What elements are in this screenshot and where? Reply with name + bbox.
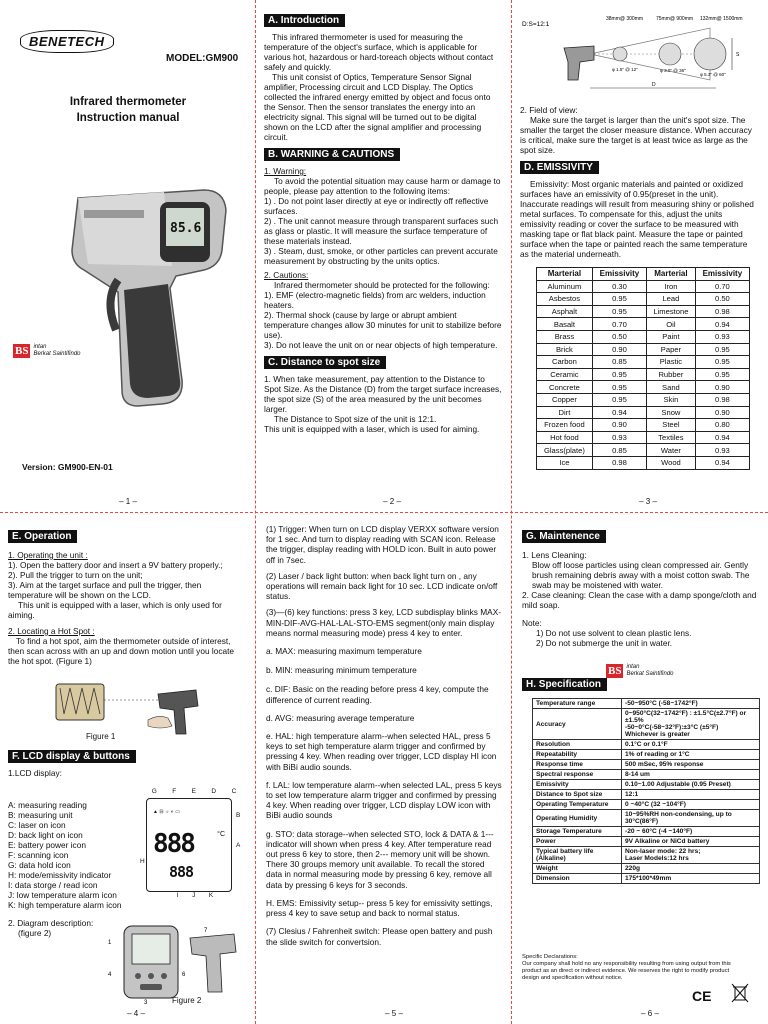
spec-row <box>533 874 760 884</box>
table-cell: 0.95 <box>592 368 646 381</box>
table-row <box>537 368 750 381</box>
page-number: – 3 – <box>639 497 657 506</box>
table-cell: Copper <box>537 393 593 406</box>
spec-row <box>533 709 760 740</box>
lcd-legend-item: A: measuring reading <box>8 800 87 810</box>
table-row <box>537 305 750 318</box>
spec-row <box>533 810 760 827</box>
distance-text <box>264 374 502 434</box>
spec-row <box>533 699 760 709</box>
page-number: – 2 – <box>383 497 401 506</box>
spec-value: 0~950°C(32~1742°F) : ±1.5°C(±2.7°F) or ±1.5% -50~0°C(-58~32°F):±3°C (±5°F) Whichever is greater <box>622 709 760 740</box>
table-cell: 0.98 <box>592 456 646 469</box>
table-cell: 0.90 <box>695 381 749 394</box>
section-header-maintenance: G. Maintenence <box>522 530 606 543</box>
table-row <box>537 381 750 394</box>
table-cell: Steel <box>647 419 696 432</box>
table-cell: 0.94 <box>695 456 749 469</box>
svg-text:D: D <box>652 82 656 88</box>
distance-ratio: The Distance to Spot size of the unit is 12:1. <box>274 414 437 424</box>
fov-text <box>520 105 758 155</box>
spec-key: Operating Temperature <box>533 800 622 810</box>
figure-1-caption: Figure 1 <box>86 732 116 741</box>
caution-item: 2). Thermal shock (cause by large or abrupt ambient temperature changes allow 30 minutes for unit to stabilize before use). <box>264 310 502 340</box>
table-cell: Lead <box>647 293 696 306</box>
maintenance-item: Blow off loose particles using clean compressed air. Gently brush remaining debris away with a moist cotton swab. The swab may be moistened with water. <box>532 560 750 590</box>
spec-value: Non-laser mode: 22 hrs; Laser Models:12 hrs <box>622 847 760 864</box>
spec-key: Dimension <box>533 874 622 884</box>
hot-spot-illustration <box>48 674 208 746</box>
function-item: e. HAL: high temperature alarm--when selected HAL, press 5 keys to set high temperature alarm trigger and confirmed by pressing 4 key. When reading over trigger, LCD display HI icon with BiBi audio sounds. <box>266 731 497 772</box>
table-cell: Asphalt <box>537 305 593 318</box>
lcd-letter-a: A <box>236 842 241 849</box>
table-row <box>537 456 750 469</box>
distributor-stamp <box>13 344 81 358</box>
svg-text:φ 3.0" @ 36": φ 3.0" @ 36" <box>660 68 686 73</box>
function-item: f. LAL: low temperature alarm--when selected LAL, press 5 keys to set low temperature alarm trigger and confirmed by pressing 4 key. When reading over trigger, LCD display LOW icon with BiBi audio sounds <box>266 779 502 821</box>
spec-value: 10~95%RH non-condensing, up to 30°C(86°F) <box>622 810 760 827</box>
declarations-title: Specific Declarations: <box>522 954 578 960</box>
lcd-legend-item: C: laser on icon <box>8 820 66 830</box>
table-cell: 0.85 <box>592 444 646 457</box>
distance-paragraph: 1. When take measurement, pay attention to the Distance to Spot Size. As the Distance (D) from the target surface increases, the spot size (S) of the area measured by the unit becomes larger. <box>264 374 502 414</box>
svg-text:S: S <box>736 52 740 58</box>
table-header: Marterial <box>537 268 593 281</box>
lcd-letter-h: H <box>140 858 145 865</box>
fov-title: 2. Field of view: <box>520 105 578 115</box>
table-cell: 0.98 <box>695 305 749 318</box>
spec-value: 12:1 <box>622 790 760 800</box>
intro-paragraph: This unit consist of Optics, Temperature Sensor Signal amplifier, Processing circuit and LCD Display. The Optics collected the infrared energy emitted by object and focus onto the Sensor. Then the sensor translates the energy into an electricity signal. This signal will be turned out to be digital shown on the LCD after the signal amplifier and processing circuit. <box>264 72 491 142</box>
ratio-label: D:S=12:1 <box>522 21 550 28</box>
function-item: d. AVG: measuring average temperature <box>266 712 415 723</box>
warning-text <box>264 166 502 350</box>
warning-title: 1. Warning: <box>264 166 307 176</box>
table-row <box>537 356 750 369</box>
spec-row <box>533 864 760 874</box>
table-row <box>537 280 750 293</box>
table-row <box>537 431 750 444</box>
maintenance-item: 2. Case cleaning: Clean the case with a damp sponge/cloth and mild soap. <box>522 590 757 610</box>
table-cell: Ice <box>537 456 593 469</box>
spec-key: Weight <box>533 864 622 874</box>
lcd-legend-item: D: back light on icon <box>8 830 83 840</box>
page-2 <box>256 0 512 512</box>
ce-mark: CE <box>692 988 712 1004</box>
lcd-legend-item: G: data hold icon <box>8 860 71 870</box>
spec-row <box>533 837 760 847</box>
caution-intro: Infrared thermometer should be protected for the following: <box>274 280 490 290</box>
caution-item: 1). EMF (electro-magnetic fields) from arc welders, induction heaters. <box>264 290 486 310</box>
svg-text:132mm@ 1500mm: 132mm@ 1500mm <box>700 16 743 22</box>
svg-text:1: 1 <box>108 940 112 946</box>
table-cell: Iron <box>647 280 696 293</box>
table-cell: Hot food <box>537 431 593 444</box>
spec-row <box>533 770 760 780</box>
table-cell: Paper <box>647 343 696 356</box>
declarations-text: Our company shall hold no any responsibility resulting from using output from this product as an direct or indirect evidence. We reserves the right to modify product design and specification without notice. <box>522 961 731 981</box>
table-cell: 0.94 <box>695 431 749 444</box>
table-cell: 0.94 <box>592 406 646 419</box>
svg-text:85.6: 85.6 <box>170 221 202 236</box>
page-3 <box>512 0 768 512</box>
spec-value: 0.1°C or 0.1°F <box>622 740 760 750</box>
section-header-introduction: A. Introduction <box>264 14 345 27</box>
function-item: a. MAX: measuring maximum temperature <box>266 646 422 657</box>
caution-item: 3). Do not leave the unit on or near objects of high temperature. <box>264 340 498 350</box>
spec-value: 175*100*49mm <box>622 874 760 884</box>
spec-value: 8-14 um <box>622 770 760 780</box>
svg-text:75mm@ 900mm: 75mm@ 900mm <box>656 16 694 22</box>
spec-key: Power <box>533 837 622 847</box>
spec-row <box>533 827 760 837</box>
fov-paragraph: Make sure the target is larger than the unit's spot size. The smaller the target the closer measure distance. When accuracy is critical, make sure the target is at least twice as large as the spot size. <box>520 115 752 155</box>
lcd-sub-digits: 888 <box>169 863 194 881</box>
table-cell: 0.95 <box>592 305 646 318</box>
function-item: (2) Laser / back light button: when back light turn on , any operations will remain back light for 10 sec. LCD indicate on/off status. <box>266 570 498 602</box>
section-header-specification: H. Specification <box>522 678 607 691</box>
spec-key: Accuracy <box>533 709 622 740</box>
table-cell: 0.70 <box>695 280 749 293</box>
table-cell: Water <box>647 444 696 457</box>
table-row <box>537 419 750 432</box>
section-header-warning: B. WARNING & CAUTIONS <box>264 148 400 161</box>
table-cell: 0.94 <box>695 318 749 331</box>
spec-row <box>533 740 760 750</box>
spec-value: 9V Alkaline or NiCd battery <box>622 837 760 847</box>
svg-text:7: 7 <box>204 928 208 934</box>
spec-value: 220g <box>622 864 760 874</box>
table-cell: 0.93 <box>695 444 749 457</box>
table-cell: Wood <box>647 456 696 469</box>
table-header: Marterial <box>647 268 696 281</box>
stamp-text: intan Berkat Saintifindo <box>33 344 81 357</box>
table-cell: 0.95 <box>695 368 749 381</box>
table-cell: Aluminum <box>537 280 593 293</box>
table-cell: Carbon <box>537 356 593 369</box>
spec-value: 0.10~1.00 Adjustable (0.95 Preset) <box>622 780 760 790</box>
model-label: MODEL:GM900 <box>166 53 239 64</box>
table-cell: 0.50 <box>695 293 749 306</box>
lcd-legend-item: B: measuring unit <box>8 810 73 820</box>
lcd-legend-item: I: data storge / read icon <box>8 880 98 890</box>
page-number: – 1 – <box>119 497 137 506</box>
table-cell: Limestone <box>647 305 696 318</box>
table-cell: Textiles <box>647 431 696 444</box>
page-5 <box>256 512 512 1024</box>
weee-bin-icon <box>730 982 750 1004</box>
spec-key: Temperature range <box>533 699 622 709</box>
note-item: 2) Do not submerge the unit in water. <box>536 638 673 648</box>
intro-text <box>264 32 502 142</box>
table-cell: Oil <box>647 318 696 331</box>
title-line-1: Infrared thermometer <box>69 96 187 108</box>
spec-row <box>533 847 760 864</box>
function-item: c. DIF: Basic on the reading before press 4 key, compute the difference of current reading. <box>266 684 489 705</box>
table-row <box>537 293 750 306</box>
warning-intro: To avoid the potential situation may cause harm or damage to people, please pay attention to the following items: <box>264 176 501 196</box>
lcd-legend-item: E: battery power icon <box>8 840 86 850</box>
spec-value: -20 ~ 60°C (-4 ~140°F) <box>622 827 760 837</box>
table-cell: 0.30 <box>592 280 646 293</box>
note-title: Note: <box>522 618 542 628</box>
table-cell: 0.85 <box>592 356 646 369</box>
svg-text:φ 5.3" @ 60": φ 5.3" @ 60" <box>700 72 726 77</box>
note-item: 1) Do not use solvent to clean plastic lens. <box>536 628 692 638</box>
table-cell: 0.70 <box>592 318 646 331</box>
specification-table <box>532 698 760 884</box>
table-cell: 0.95 <box>592 393 646 406</box>
operation-text <box>8 550 246 666</box>
table-cell: Plastic <box>647 356 696 369</box>
function-item: (7) Clesius / Fahrenheit switch: Please open battery and push the slide switch for convertsion. <box>266 926 493 947</box>
lcd-legend-item: F: scanning icon <box>8 850 69 860</box>
svg-text:6: 6 <box>182 972 186 978</box>
table-cell: 0.95 <box>592 293 646 306</box>
table-cell: 0.90 <box>695 406 749 419</box>
table-cell: Snow <box>647 406 696 419</box>
table-cell: Dirt <box>537 406 593 419</box>
maintenance-item: 1. Lens Cleaning: <box>522 550 587 560</box>
spec-value: 1% of reading or 1°C <box>622 750 760 760</box>
table-cell: Paint <box>647 330 696 343</box>
table-cell: Frozen food <box>537 419 593 432</box>
section-header-operation: E. Operation <box>8 530 77 543</box>
spec-key: Storage Temperature <box>533 827 622 837</box>
table-row <box>537 330 750 343</box>
stamp-logo: BS <box>608 665 622 677</box>
caution-title: 2. Cautions: <box>264 270 309 280</box>
field-of-view-diagram <box>520 8 760 92</box>
hot-spot-text: To find a hot spot, aim the thermometer outside of interest, then scan across with an up and down motion until you locate the hot spot. (Figure 1) <box>8 636 234 666</box>
spec-key: Resolution <box>533 740 622 750</box>
function-list <box>266 524 502 947</box>
table-cell: 0.90 <box>592 419 646 432</box>
emissivity-table <box>536 267 750 470</box>
spec-key: Typical battery life (Alkaline) <box>533 847 622 864</box>
spec-value: -50~950°C (-58~1742°F) <box>622 699 760 709</box>
lcd-legend-item: J: low temperature alarm icon <box>8 890 117 900</box>
table-cell: 0.93 <box>592 431 646 444</box>
spec-key: Operating Humidity <box>533 810 622 827</box>
emissivity-text: Emissivity: Most organic materials and painted or oxidized surfaces have an emissivity of 0.95(preset in the unit). Inaccurate readings will result from measuring shiny or polished metal surfaces. To compensate for this, adjust the units emissivity reading or cover the surface to be measured with masking tape or flat black paint. Measure the tape or painted surface when the tape or painted reach the same temperature as the material underneath. <box>520 179 754 259</box>
table-cell: Asbestos <box>537 293 593 306</box>
lcd-screen: 888 °C 888 ▲ ⊟ ☼ ◐ ▭ <box>146 798 232 892</box>
table-cell: Concrete <box>537 381 593 394</box>
title-line-2: Instruction manual <box>76 112 180 124</box>
spec-row <box>533 780 760 790</box>
svg-text:3: 3 <box>144 1000 148 1006</box>
table-cell: Brick <box>537 343 593 356</box>
table-cell: 0.90 <box>592 343 646 356</box>
svg-text:φ 1.5" @ 12": φ 1.5" @ 12" <box>612 67 638 72</box>
lcd-letter-b: B <box>236 812 241 819</box>
table-cell: Brass <box>537 330 593 343</box>
diagram-title: 2. Diagram description: <box>8 918 94 928</box>
lcd-title: 1.LCD display: <box>8 768 62 778</box>
function-item: (1) Trigger: When turn on LCD display VERXX software version for 1 sec. And turn to display reading with SCAN icon. Release the trigger, display reading with HOLD icon. Built in auto power off in 7sec. <box>266 524 499 565</box>
table-cell: 0.50 <box>592 330 646 343</box>
function-item: (3)—(6) key functions: press 3 key, LCD subdisplay blinks MAX-MIN-DIF-AVG-HAL-LAL-STO-EMS segment(only main display means normal measuring mode) press 4 key to enter. <box>266 607 502 638</box>
section-header-lcd: F. LCD display & buttons <box>8 750 136 763</box>
diagram-description <box>8 918 93 938</box>
declarations <box>522 954 732 982</box>
page-number: – 5 – <box>385 1009 403 1018</box>
lcd-main-digits: 888 <box>153 829 194 859</box>
table-cell: 0.93 <box>695 330 749 343</box>
hot-spot-title: 2. Locating a Hot Spot : <box>8 626 95 636</box>
page-4 <box>0 512 256 1024</box>
page-number: – 4 – <box>127 1009 145 1018</box>
table-row <box>537 444 750 457</box>
diagram-ref: (figure 2) <box>18 928 52 938</box>
table-cell: Glass(plate) <box>537 444 593 457</box>
section-header-distance: C. Distance to spot size <box>264 356 386 369</box>
svg-text:38mm@ 300mm: 38mm@ 300mm <box>606 16 644 22</box>
lcd-legend <box>8 800 121 910</box>
spec-row <box>533 760 760 770</box>
page-6 <box>512 512 768 1024</box>
function-item: b. MIN: measuring minimum temperature <box>266 665 417 676</box>
table-cell: Basalt <box>537 318 593 331</box>
operation-step: 3). Aim at the target surface and pull the trigger, then temperature will be shown on the LCD. <box>8 580 202 600</box>
spec-key: Spectral response <box>533 770 622 780</box>
svg-text:4: 4 <box>108 972 112 978</box>
figure-2-illustration <box>104 922 244 1006</box>
warning-item: 1) . Do not point laser directly at eye or indirectly off reflective surfaces. <box>264 196 489 216</box>
figure-2-caption: Figure 2 <box>172 996 202 1005</box>
maintenance-text <box>522 550 758 648</box>
table-header: Emissivity <box>592 268 646 281</box>
table-row <box>537 343 750 356</box>
spec-value: 0 ~40°C (32 ~104°F) <box>622 800 760 810</box>
lcd-legend-item: K: high temperature alarm icon <box>8 900 122 910</box>
warning-item: 3) . Steam, dust, smoke, or other particles can prevent accurate measurement by obstructing by the units optics. <box>264 246 498 266</box>
intro-paragraph: This infrared thermometer is used for measuring the temperature of the object's surface, which is applicable for various hot, hazardous or hard-toreach objects without contact safely and quickly. <box>264 32 494 72</box>
table-row <box>537 406 750 419</box>
table-cell: 0.95 <box>695 343 749 356</box>
lcd-diagram <box>140 788 248 900</box>
thermometer-illustration <box>64 180 234 410</box>
manual-title <box>0 94 256 126</box>
lcd-legend-item: H: mode/emissivity indicator <box>8 870 112 880</box>
section-header-emissivity: D. EMISSIVITY <box>520 161 599 174</box>
table-header: Emissivity <box>695 268 749 281</box>
table-cell: 0.80 <box>695 419 749 432</box>
spec-key: Distance to Spot size <box>533 790 622 800</box>
table-cell: 0.95 <box>592 381 646 394</box>
distance-laser: This unit is equipped with a laser, which is used for aiming. <box>264 424 480 434</box>
operation-step: 2). Pull the trigger to turn on the unit; <box>8 570 143 580</box>
distributor-stamp <box>606 664 674 678</box>
stamp-logo: BS <box>15 345 29 357</box>
lcd-bottom-letters: I J K <box>176 892 214 899</box>
spec-row <box>533 750 760 760</box>
operation-step: 1). Open the battery door and insert a 9V battery properly.; <box>8 560 223 570</box>
table-cell: Rubber <box>647 368 696 381</box>
spec-row <box>533 790 760 800</box>
operation-step: This unit is equipped with a laser, which is only used for aiming. <box>8 600 222 620</box>
table-cell: Ceramic <box>537 368 593 381</box>
function-item: g. STO: data storage--when selected STO, lock & DATA & 1---indicator will shown when press 4 key. After temperature read out press 6 key to store, then 2--- memory unit will be shown. There 30 groups memory unit available. To recall the stored data in normal measuring mode by pressing 6 key, remove all data by pressing 6 keys for 3 seconds. <box>266 828 494 890</box>
table-cell: 0.98 <box>695 393 749 406</box>
spec-row <box>533 800 760 810</box>
spec-key: Repeatability <box>533 750 622 760</box>
spec-key: Response time <box>533 760 622 770</box>
spec-value: 500 mSec, 95% response <box>622 760 760 770</box>
spec-key: Emissivity <box>533 780 622 790</box>
table-cell: 0.95 <box>695 356 749 369</box>
table-cell: Sand <box>647 381 696 394</box>
table-row <box>537 393 750 406</box>
operation-title: 1. Operating the unit : <box>8 550 88 560</box>
function-item: H. EMS: Emissivity setup-- press 5 key for emissivity settings, press 4 key to save setup and back to normal status. <box>266 897 493 919</box>
table-row <box>537 318 750 331</box>
cover-page <box>0 0 256 512</box>
version-label: Version: GM900-EN-01 <box>22 462 113 472</box>
warning-item: 2) . The unit cannot measure through transparent surfaces such as glass or plastic. It will measure the surface temperature of these materials instead. <box>264 216 499 246</box>
page-number: – 6 – <box>641 1009 659 1018</box>
stamp-text: intan Berkat Saintifindo <box>626 664 674 677</box>
brand-logo: BENETECH <box>20 30 114 53</box>
figure-1 <box>48 674 208 746</box>
lcd-top-letters: G F E D C <box>151 788 237 795</box>
table-cell: Skin <box>647 393 696 406</box>
